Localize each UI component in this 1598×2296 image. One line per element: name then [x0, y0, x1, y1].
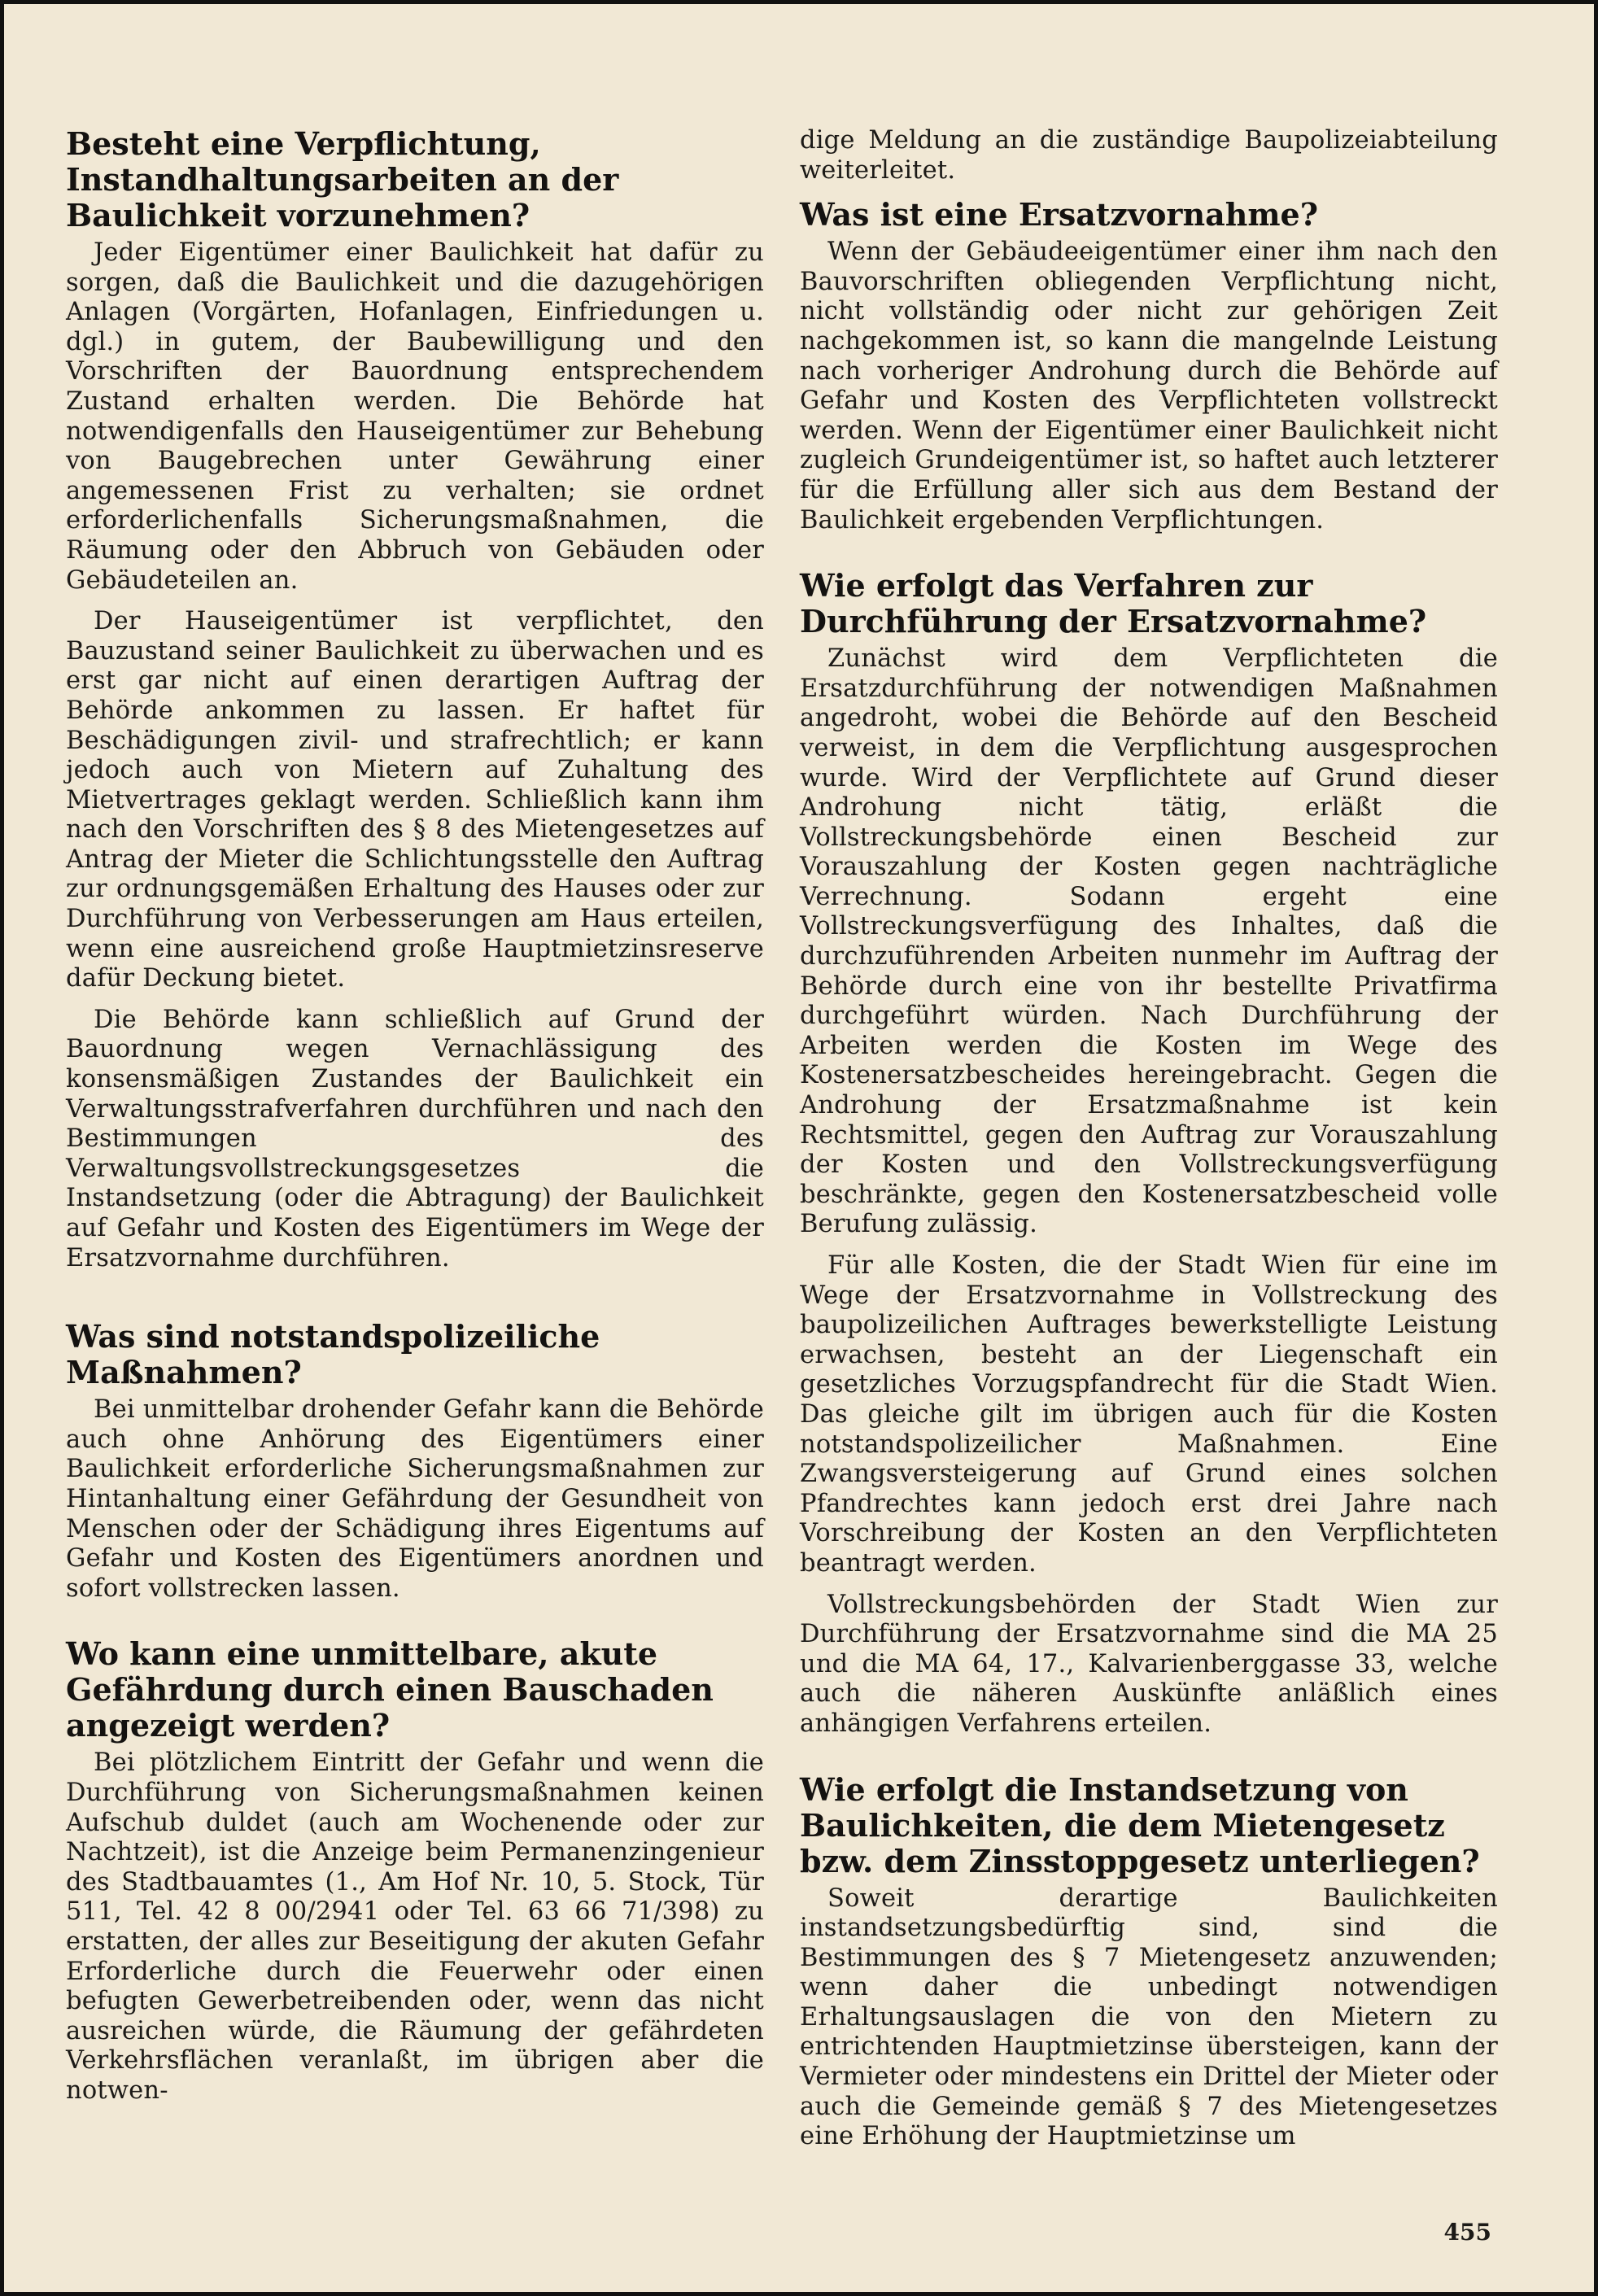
page-number: 455 — [1443, 2219, 1491, 2246]
paragraph: Die Behörde kann schließlich auf Grund der Bauordnung wegen Vernachlässigung des konsensmäßigen Zustandes der Baulichkeit ein Verwaltungsstrafverfahren durchführen und nach den Bestimmungen des Verwaltungsvollstreckungsgesetzes die Instandsetzung (oder die Abtragung) der Baulichkeit auf Gefahr und Kosten des Eigentümers im Wege der Ersatzvornahme durchführen. — [66, 1005, 764, 1272]
paragraph: Jeder Eigentümer einer Baulichkeit hat dafür zu sorgen, daß die Baulichkeit und die dazugehörigen Anlagen (Vorgärten, Hofanlagen, Einfriedungen u. dgl.) in gutem, der Baubewilligung und den Vorschriften der Bauordnung entsprechendem Zustand erhalten werden. Die Behörde hat notwendigenfalls den Hauseigentümer zur Behebung von Baugebrechen unter Gewährung einer angemessenen Frist zu verhalten; sie ordnet erforderlichenfalls Sicherungsmaßnahmen, die Räumung oder den Abbruch von Gebäuden oder Gebäudeteilen an. — [66, 238, 764, 595]
paragraph-continuation: dige Meldung an die zuständige Baupolizeiabteilung weiterleitet. — [800, 126, 1498, 185]
paragraph: Wenn der Gebäudeeigentümer einer ihm nach den Bauvorschriften obliegenden Verpflichtung nicht, nicht vollständig oder nicht zur gehörigen Zeit nachgekommen ist, so kann die mangelnde Leistung nach vorheriger Androhung durch die Behörde auf Gefahr und Kosten des Verpflichteten vollstreckt werden. Wenn der Eigentümer einer Baulichkeit nicht zugleich Grundeigentümer ist, so haftet auch letzterer für die Erfüllung aller sich aus dem Bestand der Baulichkeit ergebenden Verpflichtungen. — [800, 238, 1498, 535]
section-spacer — [800, 1751, 1498, 1772]
paragraph: Bei plötzlichem Eintritt der Gefahr und wenn die Durchführung von Sicherungsmaßnahmen keinen Aufschub duldet (auch am Wochenende oder zur Nachtzeit), ist die Anzeige beim Permanenzingenieur des Stadtbauamtes (1., Am Hof Nr. 10, 5. Stock, Tür 511, Tel. 42 8 00/2941 oder Tel. 63 66 71/398) zu erstatten, der alles zur Beseitigung der akuten Gefahr Erforderliche durch die Feuerwehr oder einen befugten Gewerbetreibenden oder, wenn das nicht ausreichen würde, die Räumung der gefährdeten Verkehrsflächen veranlaßt, im übrigen aber die notwen- — [66, 1748, 764, 2105]
heading-instandsetzung: Wie erfolgt die Instandsetzung von Baulichkeiten, die dem Mietengesetz bzw. dem Zinsstoppgesetz unterliegen? — [800, 1770, 1480, 1879]
paragraph: Bei unmittelbar drohender Gefahr kann die Behörde auch ohne Anhörung des Eigentümers einer Baulichkeit erforderliche Sicherungsmaßnahmen zur Hintanhaltung einer Gefährdung der Gesundheit von Menschen oder der Schädigung ihres Eigentums auf Gefahr und Kosten des Eigentümers anordnen und sofort vollstrecken lassen. — [66, 1395, 764, 1603]
paragraph: Für alle Kosten, die der Stadt Wien für eine im Wege der Ersatzvornahme in Vollstreckung des baupolizeilichen Auftrages bewerkstelligte Leistung erwachsen, besteht an der Liegenschaft ein gesetzliches Vorzugspfandrecht für die Stadt Wien. Das gleiche gilt im übrigen auch für die Kosten notstandspolizeilicher Maßnahmen. Eine Zwangsversteigerung auf Grund eines solchen Pfandrechtes kann jedoch erst drei Jahre nach Vorschreibung der Kosten an den Verpflichteten beantragt werden. — [800, 1251, 1498, 1578]
left-column — [66, 126, 764, 2117]
paragraph: Zunächst wird dem Verpflichteten die Ersatzdurchführung der notwendigen Maßnahmen angedroht, wobei die Behörde auf den Bescheid verweist, in dem die Verpflichtung ausgesprochen wurde. Wird der Verpflichtete auf Grund dieser Androhung nicht tätig, erläßt die Vollstreckungsbehörde einen Bescheid zur Vorauszahlung der Kosten gegen nachträgliche Verrechnung. Sodann ergeht eine Vollstreckungsverfügung des Inhaltes, daß die durchzuführenden Arbeiten nunmehr im Auftrag der Behörde durch eine von ihr bestellte Privatfirma durchgeführt würden. Nach Durchführung der Arbeiten werden die Kosten im Wege des Kostenersatzbescheides hereingebracht. Gegen die Androhung der Ersatzmaßnahme ist kein Rechtsmittel, gegen den Auftrag zur Vorauszahlung der Kosten und den Vollstreckungsverfügung beschränkte, gegen den Kostenersatzbescheid volle Berufung zulässig. — [800, 644, 1498, 1239]
section-spacer — [66, 1615, 764, 1636]
section-spacer — [66, 1285, 764, 1319]
heading-notstand: Was sind notstandspolizeiliche Maßnahmen? — [66, 1318, 600, 1391]
right-column — [800, 126, 1498, 2163]
heading-gefaehrdung: Wo kann eine unmittelbare, akute Gefährdung durch einen Bauschaden angezeigt werden? — [66, 1635, 714, 1744]
paragraph: Soweit derartige Baulichkeiten instandsetzungsbedürftig sind, sind die Bestimmungen des § 7 Mietengesetz anzuwenden; wenn daher die unbedingt notwendigen Erhaltungsauslagen die von den Mietern zu entrichtenden Hauptmietzinse übersteigen, kann der Vermieter oder mindestens ein Drittel der Mieter oder auch die Gemeinde gemäß § 7 des Mietengesetzes eine Erhöhung der Hauptmietzinse um — [800, 1884, 1498, 2151]
paragraph: Der Hauseigentümer ist verpflichtet, den Bauzustand seiner Baulichkeit zu überwachen und es erst gar nicht auf einen derartigen Auftrag der Behörde ankommen zu lassen. Er haftet für Beschädigungen zivil- und strafrechtlich; er kann jedoch auch von Mietern auf Zuhaltung des Mietvertrages geklagt werden. Schließlich kann ihm nach den Vorschriften des § 8 des Mietengesetzes auf Antrag der Mieter die Schlichtungsstelle den Auftrag zur ordnungsgemäßen Erhaltung des Hauses oder zur Durchführung von Verbesserungen am Haus erteilen, wenn eine ausreichend große Hauptmietzinsreserve dafür Deckung bietet. — [66, 607, 764, 993]
heading-instandhaltung: Besteht eine Verpflichtung, Instandhaltungsarbeiten an der Baulichkeit vorzunehmen? — [66, 125, 619, 234]
paragraph: Vollstreckungsbehörden der Stadt Wien zur Durchführung der Ersatzvornahme sind die MA 25 und die MA 64, 17., Kalvarienberggasse 33, welche auch die näheren Auskünfte anläßlich eines anhängigen Verfahrens erteilen. — [800, 1590, 1498, 1738]
heading-ersatzvornahme: Was ist eine Ersatzvornahme? — [800, 196, 1318, 234]
heading-verfahren: Wie erfolgt das Verfahren zur Durchführung der Ersatzvornahme? — [800, 567, 1427, 640]
section-spacer — [800, 547, 1498, 568]
